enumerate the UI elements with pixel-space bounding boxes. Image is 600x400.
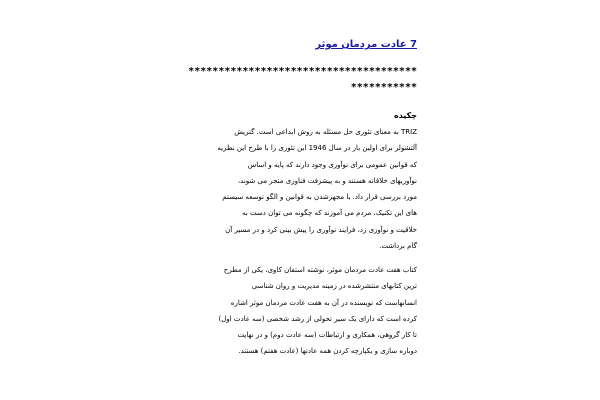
paragraph-line: های این تکنیک، مردم می آموزند که چگونه می توان دست به [242, 209, 417, 218]
abstract-paragraph-1 [177, 124, 417, 254]
abstract-paragraph-2 [177, 262, 417, 360]
paragraph-line: گام برداشت. [379, 242, 417, 251]
page-title [315, 38, 417, 52]
paragraph-line: آلتشولر برای اولین بار در سال 1946 این تئوری را با طرح این نظریه [217, 144, 417, 153]
paragraph-line: که قوانین عمومی برای نوآوری وجود دارند که پایه و اساس [247, 160, 417, 169]
paragraph-line: کرده است که دارای یک سیر تحولی از رشد شخصی (سه عادت اول) [218, 314, 417, 323]
paragraph-line: دوباره سازی و یکپارچه کردن همه عادتها (عادت هفتم) هستند. [238, 347, 417, 356]
paragraph-line: کتاب هفت عادت مردمان موثر، نوشته استفان کاوی، یکی از مطرح [223, 266, 417, 274]
abstract-heading: چکیده [393, 111, 417, 120]
paragraph-line: مورد بررسی قرار داد. با مجهزشدن به قوانین و الگو توسعه سیستم [222, 193, 417, 202]
paragraph-line: نوآوریهای خلاقانه هستند و به پیشرفت فناوری منجر می شوند، [237, 176, 417, 185]
title-link[interactable]: 7 عادت مردمان موثر [315, 39, 417, 50]
paragraph-line: تا کار گروهی، همکاری و ارتباطات (سه عادت دوم) و در نهایت [237, 331, 417, 340]
paragraph-line: خلاقیت و نوآوری زد، فرایند نوآوری را پیش بینی کرد و در مسیر آن [225, 225, 417, 234]
paragraph-line: TRIZ به معنای تئوری حل مسئله به روش ابداعی است. گنریش [234, 128, 417, 136]
paragraph-line: ترین کتابهای منتشرشده در زمینه مدیریت و روان شناسی [251, 282, 417, 291]
paragraph-line: انسانهاست که نویسنده در آن به هفت عادت مردمان موثر اشاره [230, 298, 417, 307]
separator-stars-line-1: ************************************** [188, 66, 417, 77]
separator-stars-line-2: *********** [350, 82, 417, 93]
